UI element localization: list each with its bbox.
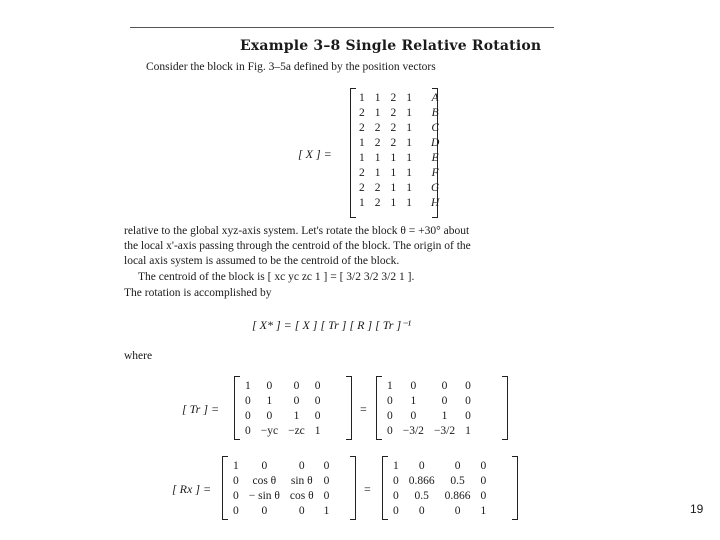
matrix-row	[228, 473, 334, 488]
matrix-row	[354, 135, 444, 150]
matrix-row	[382, 393, 476, 408]
tr-symbolic-cell: 1	[293, 409, 300, 422]
x-matrix-cell: 1	[374, 151, 381, 164]
x-matrix-cell: 1	[406, 121, 412, 134]
x-matrix-cell: 1	[390, 196, 397, 209]
matrix-row	[354, 195, 444, 210]
x-matrix-cell: B	[431, 106, 439, 119]
matrix-row	[240, 408, 326, 423]
matrix-row	[354, 165, 444, 180]
rx-numeric-cell: 0	[393, 504, 399, 517]
tr-symbolic-cell: 0	[266, 379, 273, 392]
x-matrix-cell: 1	[406, 166, 412, 179]
x-matrix-cell: 1	[406, 181, 412, 194]
x-matrix-cell: 1	[406, 106, 412, 119]
tr-numeric-cell: 1	[441, 409, 448, 422]
x-matrix-cell: 2	[390, 106, 397, 119]
tr-symbolic-cell: 0	[314, 409, 321, 422]
matrix-row	[240, 393, 326, 408]
rx-symbolic-cell: cos θ	[252, 474, 277, 487]
matrix-row	[354, 105, 444, 120]
rx-numeric-matrix	[388, 458, 491, 518]
x-matrix-cell: 1	[390, 151, 397, 164]
tr-numeric-cell: 0	[441, 379, 448, 392]
tr-numeric-cell: 0	[410, 379, 417, 392]
paragraph-line-4: The centroid of the block is [ xc yc zc 1 ] = [ 3/2 3/2 3/2 1 ].	[138, 271, 415, 283]
rx-symbolic-cell: 0	[233, 474, 239, 487]
x-matrix-cell: 1	[374, 106, 381, 119]
tr-symbolic-right-bracket	[346, 376, 352, 440]
tr-numeric-cell: 1	[387, 379, 393, 392]
tr-symbolic-cell: 0	[314, 394, 321, 407]
x-matrix-cell: F	[431, 166, 439, 179]
rx-symbolic-cell: 1	[323, 504, 330, 517]
x-matrix-cell: 1	[359, 196, 365, 209]
rx-symbolic-cell: − sin θ	[248, 489, 280, 502]
paragraph-line-3: local axis system is assumed to be the centroid of the block.	[124, 255, 400, 267]
rx-numeric-cell: 0	[418, 459, 425, 472]
x-matrix-cell: 1	[406, 151, 412, 164]
x-matrix-cell: 1	[390, 166, 397, 179]
rx-symbolic-cell: 0	[261, 459, 268, 472]
paragraph-line-1: relative to the global xyz-axis system. Let's rotate the block θ = +30° about	[124, 225, 470, 237]
tr-numeric-cell: 0	[465, 409, 471, 422]
tr-numeric-cell: −3/2	[433, 424, 456, 437]
x-matrix-cell: 1	[359, 91, 365, 104]
rx-symbolic-cell: 0	[298, 459, 305, 472]
matrix-row	[240, 423, 326, 438]
tr-symbolic-cell: −zc	[288, 424, 305, 437]
rx-symbolic-cell: 0	[261, 504, 268, 517]
matrix-row	[354, 150, 444, 165]
x-matrix-cell: 2	[374, 121, 381, 134]
tr-numeric-cell: 0	[387, 394, 393, 407]
tr-symbolic-cell: 1	[266, 394, 273, 407]
rx-symbolic-cell: 0	[323, 474, 330, 487]
tr-numeric-cell: 1	[465, 424, 471, 437]
x-matrix-cell: E	[431, 151, 439, 164]
matrix-row	[388, 458, 491, 473]
x-matrix-cell: G	[431, 181, 440, 194]
rx-symbolic-cell: 0	[233, 489, 239, 502]
rx-numeric-cell: 0	[418, 504, 425, 517]
matrix-row	[354, 120, 444, 135]
rx-equals: =	[364, 482, 371, 496]
matrix-row	[388, 503, 491, 518]
tr-symbolic-cell: 0	[293, 394, 300, 407]
matrix-row	[388, 488, 491, 503]
tr-numeric-right-bracket	[502, 376, 508, 440]
x-matrix-cell: 1	[390, 181, 397, 194]
rx-symbolic-cell: cos θ	[289, 489, 314, 502]
matrix-row	[382, 378, 476, 393]
x-matrix-cell: 2	[390, 136, 397, 149]
matrix-row	[354, 180, 444, 195]
tr-numeric-cell: 0	[410, 409, 417, 422]
intro-text: Consider the block in Fig. 3–5a defined by the position vectors	[146, 61, 436, 73]
tr-symbolic-cell: 0	[245, 394, 251, 407]
rx-numeric-right-bracket	[512, 456, 518, 520]
page-number: 19	[690, 502, 704, 516]
matrix-row	[228, 503, 334, 518]
rx-numeric-cell: 0	[480, 474, 487, 487]
x-matrix-cell: 1	[406, 91, 412, 104]
rx-numeric-cell: 0.5	[450, 474, 465, 487]
rx-symbolic-cell: 0	[298, 504, 305, 517]
x-matrix-cell: 2	[390, 121, 397, 134]
rx-numeric-cell: 0.866	[408, 474, 435, 487]
rx-numeric-cell: 0	[454, 504, 461, 517]
tr-symbolic-cell: 1	[245, 379, 251, 392]
tr-numeric-cell: 0	[387, 424, 393, 437]
x-matrix-cell: 1	[374, 166, 381, 179]
x-matrix-cell: 2	[374, 196, 381, 209]
x-matrix-cell: C	[431, 121, 439, 134]
x-matrix-cell: 1	[359, 151, 365, 164]
tr-numeric-cell: 1	[410, 394, 417, 407]
rx-numeric-cell: 0.866	[444, 489, 471, 502]
rx-numeric-cell: 0.5	[414, 489, 429, 502]
rx-numeric-cell: 0	[393, 474, 399, 487]
matrix-row	[240, 378, 326, 393]
tr-numeric-cell: 0	[465, 379, 471, 392]
x-matrix-cell: 2	[374, 181, 381, 194]
matrix-row	[228, 458, 334, 473]
top-rule	[130, 27, 554, 28]
rx-numeric-cell: 1	[480, 504, 487, 517]
x-matrix	[354, 90, 444, 210]
x-matrix-cell: 2	[390, 91, 397, 104]
x-matrix-cell: 1	[359, 136, 365, 149]
x-matrix-cell: 2	[359, 106, 365, 119]
rx-numeric-cell: 0	[393, 489, 399, 502]
matrix-row	[354, 90, 444, 105]
x-matrix-label: [ X ] =	[298, 147, 332, 161]
x-matrix-cell: 2	[359, 166, 365, 179]
rx-numeric-cell: 0	[480, 459, 487, 472]
tr-equals: =	[360, 402, 367, 416]
x-matrix-cell: 2	[359, 181, 365, 194]
rx-symbolic-cell: 1	[233, 459, 239, 472]
x-matrix-cell: D	[431, 136, 440, 149]
tr-numeric-cell: 0	[387, 409, 393, 422]
where-label: where	[124, 350, 153, 362]
matrix-row	[382, 423, 476, 438]
tr-numeric-cell: 0	[441, 394, 448, 407]
rx-matrix-label: [ Rx ] =	[172, 482, 212, 496]
rx-numeric-cell: 0	[480, 489, 487, 502]
x-matrix-cell: 1	[406, 136, 412, 149]
rx-symbolic-cell: 0	[323, 489, 330, 502]
rx-numeric-cell: 1	[393, 459, 399, 472]
rx-symbolic-cell: 0	[323, 459, 330, 472]
tr-numeric-cell: 0	[465, 394, 471, 407]
rx-symbolic-cell: 0	[233, 504, 239, 517]
x-matrix-cell: 1	[406, 196, 412, 209]
rx-symbolic-right-bracket	[350, 456, 356, 520]
x-matrix-cell: 1	[374, 91, 381, 104]
tr-symbolic-cell: 0	[314, 379, 321, 392]
rx-symbolic-cell: sin θ	[290, 474, 313, 487]
tr-symbolic-matrix	[240, 378, 326, 438]
rotation-equation: [ X* ] = [ X ] [ Tr ] [ R ] [ Tr ]⁻¹	[252, 318, 412, 332]
tr-matrix-label: [ Tr ] =	[182, 402, 220, 416]
tr-symbolic-cell: 0	[245, 424, 251, 437]
paragraph-line-2: the local x'-axis passing through the centroid of the block. The origin of the	[124, 240, 471, 252]
x-matrix-cell: A	[431, 91, 439, 104]
x-matrix-cell: 2	[359, 121, 365, 134]
tr-symbolic-cell: 0	[266, 409, 273, 422]
example-heading: Example 3–8 Single Relative Rotation	[240, 38, 542, 54]
x-matrix-cell: H	[431, 196, 440, 209]
matrix-row	[388, 473, 491, 488]
tr-symbolic-cell: 0	[293, 379, 300, 392]
paragraph-line-5: The rotation is accomplished by	[124, 287, 272, 299]
matrix-row	[228, 488, 334, 503]
tr-symbolic-cell: −yc	[260, 424, 279, 437]
tr-numeric-cell: −3/2	[402, 424, 424, 437]
tr-numeric-matrix	[382, 378, 476, 438]
tr-symbolic-cell: 0	[245, 409, 251, 422]
rx-symbolic-matrix	[228, 458, 334, 518]
tr-symbolic-cell: 1	[314, 424, 321, 437]
rx-numeric-cell: 0	[454, 459, 461, 472]
matrix-row	[382, 408, 476, 423]
x-matrix-cell: 2	[374, 136, 381, 149]
